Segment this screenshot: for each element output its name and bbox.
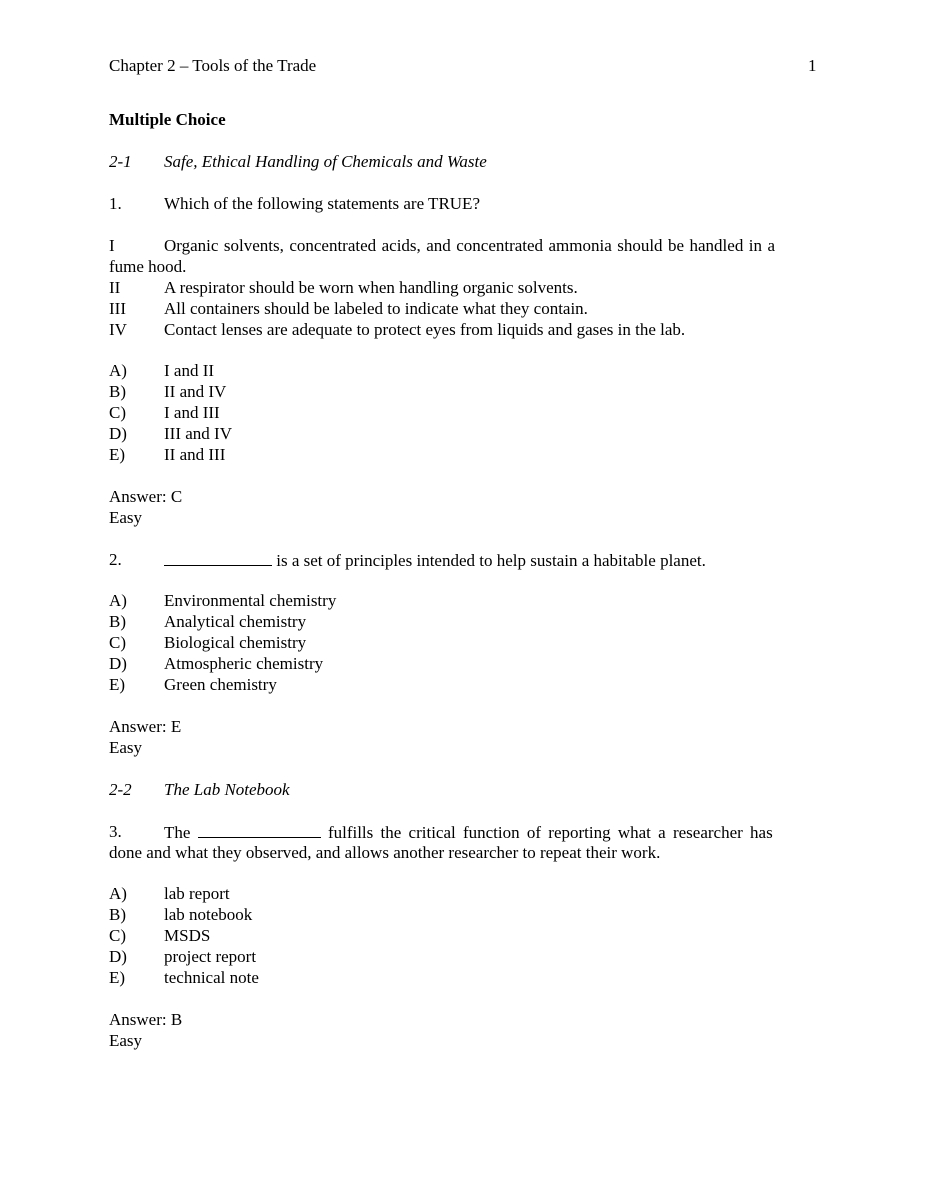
answer-blank xyxy=(164,550,272,566)
statement-text: Contact lenses are adequate to protect eyes from liquids and gases in the lab. xyxy=(164,320,686,339)
option-text: Environmental chemistry xyxy=(164,591,337,610)
option-letter: D) xyxy=(109,654,127,673)
option-text: technical note xyxy=(164,968,259,987)
question-text xyxy=(164,822,773,843)
option-letter: E) xyxy=(109,968,126,987)
option-letter: E) xyxy=(109,675,126,694)
option-text: Atmospheric chemistry xyxy=(164,654,324,673)
option-text: I and II xyxy=(164,361,215,380)
statement-text: Organic solvents, concentrated acids, and concentrated ammonia should be handled in a xyxy=(164,236,775,255)
question-text: Which of the following statements are TRUE? xyxy=(164,194,480,213)
option-letter: A) xyxy=(109,361,127,380)
statement-number: III xyxy=(109,299,126,318)
statement-number: IV xyxy=(109,320,127,339)
option-letter: B) xyxy=(109,382,126,401)
question-number: 3. xyxy=(109,822,122,841)
option-letter: C) xyxy=(109,403,126,422)
option-text: II and IV xyxy=(164,382,227,401)
question-number: 2. xyxy=(109,550,122,569)
section-number: 2-1 xyxy=(109,152,132,171)
header-title: Chapter 2 – Tools of the Trade xyxy=(109,56,317,75)
answer: Answer: C xyxy=(109,487,183,506)
section-title: Safe, Ethical Handling of Chemicals and Waste xyxy=(164,152,487,171)
option-letter: D) xyxy=(109,947,127,966)
question-text-body: fulfills the critical function of reporting what a researcher has xyxy=(327,823,773,842)
option-letter: B) xyxy=(109,612,126,631)
question-text xyxy=(164,550,706,571)
option-text: I and III xyxy=(164,403,220,422)
option-text: Analytical chemistry xyxy=(164,612,307,631)
option-letter: C) xyxy=(109,633,126,652)
option-letter: C) xyxy=(109,926,126,945)
section-heading: Multiple Choice xyxy=(109,110,226,129)
option-text: III and IV xyxy=(164,424,232,443)
option-text: lab report xyxy=(164,884,230,903)
section-title: The Lab Notebook xyxy=(164,780,290,799)
section-number: 2-2 xyxy=(109,780,132,799)
statement-text: All containers should be labeled to indicate what they contain. xyxy=(164,299,588,318)
option-letter: E) xyxy=(109,445,126,464)
option-letter: A) xyxy=(109,884,127,903)
option-text: MSDS xyxy=(164,926,211,945)
question-text-body: is a set of principles intended to help sustain a habitable planet. xyxy=(276,551,706,570)
option-letter: D) xyxy=(109,424,127,443)
difficulty: Easy xyxy=(109,738,143,757)
answer: Answer: B xyxy=(109,1010,183,1029)
option-letter: A) xyxy=(109,591,127,610)
statement-text: fume hood. xyxy=(109,257,187,276)
answer: Answer: E xyxy=(109,717,182,736)
difficulty: Easy xyxy=(109,508,143,527)
statement-text: A respirator should be worn when handling organic solvents. xyxy=(164,278,578,297)
option-text: Green chemistry xyxy=(164,675,277,694)
statement-number: I xyxy=(109,236,115,255)
answer-blank xyxy=(198,822,321,838)
option-text: Biological chemistry xyxy=(164,633,307,652)
option-text: lab notebook xyxy=(164,905,253,924)
statement-number: II xyxy=(109,278,121,297)
option-text: project report xyxy=(164,947,257,966)
question-text: done and what they observed, and allows another researcher to repeat their work. xyxy=(109,843,661,862)
option-letter: B) xyxy=(109,905,126,924)
page-number: 1 xyxy=(808,56,817,75)
option-text: II and III xyxy=(164,445,226,464)
difficulty: Easy xyxy=(109,1031,143,1050)
question-text-pre: The xyxy=(164,823,191,842)
question-number: 1. xyxy=(109,194,122,213)
